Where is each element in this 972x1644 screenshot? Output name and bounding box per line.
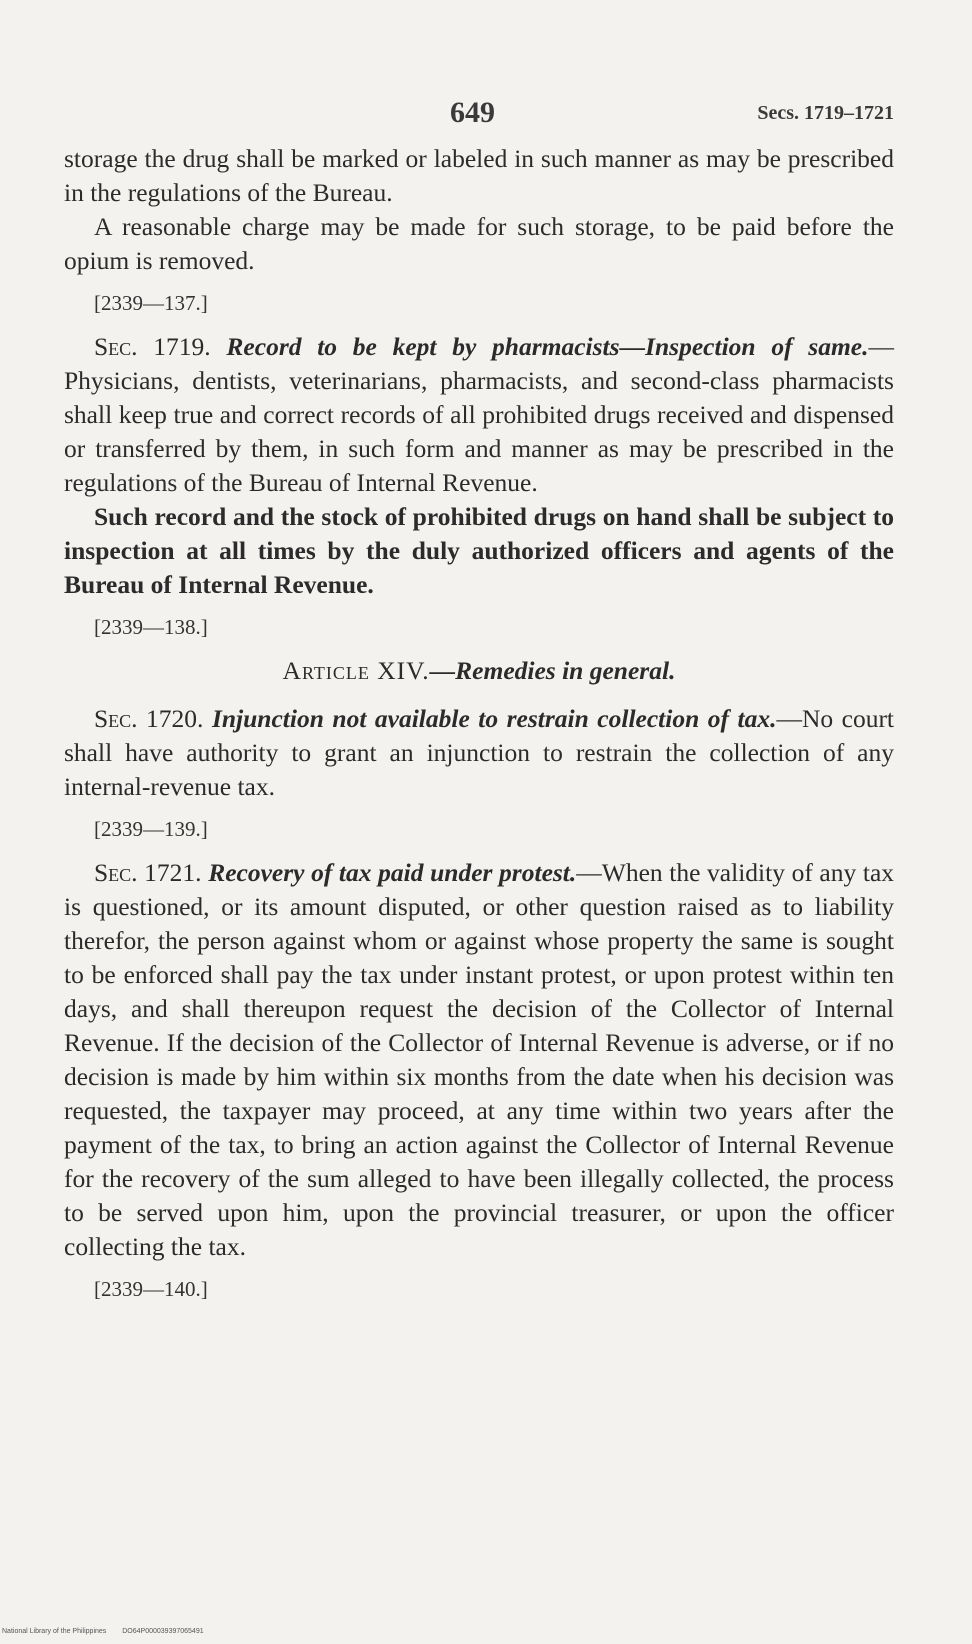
section-1720-body: —No court shall have authority to grant an injunction to restrain the collection of any internal-revenue tax. [64,704,895,801]
section-1721-body: —When the validity of any tax is questioned, or its amount disputed, or other question raised as to liability therefor, the person against whom or against whose property the same is sought to be enforced shall pay the tax under instant protest, or upon protest within ten days, and shall thereupon request the decision of the Collector of Internal Revenue. If the decision of the Collector of Internal Revenue is adverse, or if no decision is made by him within six months from the date when his decision was requested, the taxpayer may proceed, at any time within two years after the payment of the tax, to bring an action against the Collector of Internal Revenue for the recovery of the sum alleged to have been illegally collected, the process to be served upon him, upon the provincial treasurer, or upon the officer collecting the tax. [64,858,895,1261]
section-1720-caption: Injunction not available to restrain collection of tax. [211,704,777,733]
footer-library: National Library of the Philippines [2,1628,107,1635]
section-1719-caption: Record to be kept by pharmacists—Inspection of same. [226,332,869,361]
section-1720 [64,702,894,804]
section-1721-label: Sec. 1721. [94,858,202,887]
paragraph-storage-labeling: storage the drug shall be marked or labeled in such manner as may be prescribed in the regulations of the Bureau. [64,144,894,207]
paragraph-storage-charge: A reasonable charge may be made for such storage, to be paid before the opium is removed. [64,212,894,275]
section-1719-body: —Physicians, dentists, veterinarians, pharmacists, and second-class pharmacists shall keep true and correct records of all prohibited drugs received and dispensed or transferred by them, in such form and manner as may be prescribed in the regulations of the Bureau of Internal Revenue. [64,332,895,497]
source-reference-140: [2339—140.] [94,1277,208,1301]
section-1720-label: Sec. 1720. [94,704,204,733]
section-1721 [64,856,894,1264]
page-header [64,96,894,142]
article-title: —Remedies in general. [429,656,676,685]
source-reference-138: [2339—138.] [94,615,208,639]
section-1719 [64,330,894,500]
scan-footer [2,1628,218,1635]
page-number: 649 [450,96,495,129]
document-page [64,96,894,1316]
section-1719-label: Sec. 1719. [94,332,211,361]
article-heading [64,654,894,688]
paragraph-record-inspection: Such record and the stock of prohibited drugs on hand shall be subject to inspection at all times by the duly authorized officers and agents of the Bureau of Internal Revenue. [64,502,894,599]
sections-range: Secs. 1719–1721 [757,102,894,124]
source-reference-137: [2339—137.] [94,291,208,315]
source-reference-139: [2339—139.] [94,817,208,841]
article-label: Article XIV. [282,656,430,685]
footer-code: DO64P000039397065491 [122,1628,204,1635]
section-1721-caption: Recovery of tax paid under protest. [208,858,577,887]
